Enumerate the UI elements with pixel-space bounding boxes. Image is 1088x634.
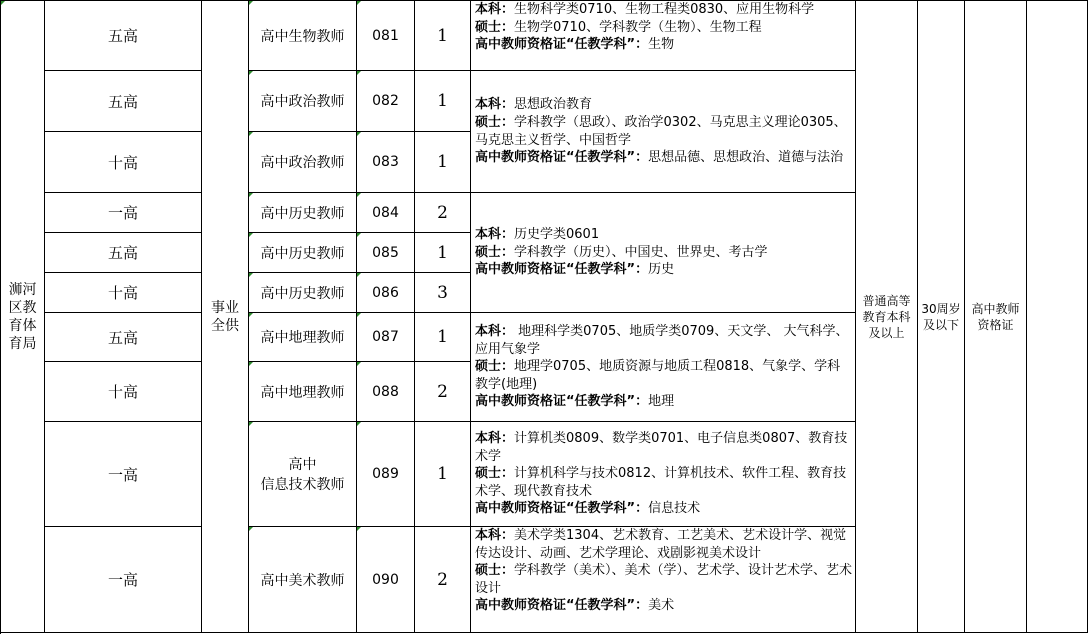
- code-cell: [357, 527, 415, 633]
- count-cell: [415, 273, 471, 313]
- cert-label: 高中教师资格证“任教学科”：: [475, 150, 649, 166]
- master-majors: 地理学0705、地质资源与地质工程0818、气象学、学科教学(地理): [475, 359, 841, 392]
- master-label: 硕士：: [475, 359, 515, 375]
- position-code: 085: [372, 244, 399, 261]
- code-cell: [357, 1, 415, 71]
- count-cell: [415, 313, 471, 362]
- master-label: 硕士：: [475, 466, 515, 482]
- cert-subject: 生物: [648, 37, 675, 53]
- requirements-politics: [471, 71, 856, 193]
- cert-subject: 历史: [648, 262, 675, 278]
- cert-line: [475, 393, 853, 411]
- school: 十高: [107, 153, 138, 172]
- position-cell: [249, 233, 357, 273]
- position-cell: [249, 273, 357, 313]
- position-code: 083: [372, 154, 399, 170]
- bachelor-majors: 历史学类0601: [514, 227, 600, 243]
- position-code: 084: [372, 204, 399, 221]
- table-row: [45, 132, 202, 193]
- cert-line: [475, 597, 853, 615]
- position-cell: [249, 132, 357, 193]
- cert-subject: 地理: [648, 394, 675, 410]
- school: 十高: [107, 383, 138, 401]
- position: 高中历史教师: [260, 285, 345, 302]
- hire-count: 1: [437, 242, 448, 263]
- count-cell: [415, 193, 471, 233]
- bachelor-line: [475, 226, 853, 244]
- bachelor-label: 本科：: [475, 227, 515, 243]
- hire-count: 2: [437, 202, 448, 223]
- position-code: 082: [372, 93, 399, 109]
- code-cell: [357, 193, 415, 233]
- count-cell: [415, 422, 471, 527]
- position: 高中政治教师: [260, 94, 345, 110]
- master-line: [475, 244, 853, 262]
- requirements-it: [471, 422, 856, 527]
- position-line-2: 信息技术教师: [260, 477, 345, 493]
- position-code: 086: [372, 284, 399, 301]
- master-line: [475, 562, 853, 597]
- table-row: [45, 422, 202, 527]
- position: 高中生物教师: [260, 28, 345, 45]
- school: 十高: [107, 284, 138, 302]
- master-majors: 学科教学（历史）、中国史、世界史、考古学: [514, 244, 768, 260]
- hire-count: 1: [437, 91, 448, 111]
- code-cell: [357, 422, 415, 527]
- table-row: [45, 71, 202, 132]
- position-code: 090: [372, 571, 399, 588]
- age-cell: [918, 1, 965, 633]
- bachelor-majors: 生物科学类0710、生物工程类0830、应用生物科学: [514, 2, 815, 17]
- table-row: [45, 362, 202, 422]
- position-code: 088: [372, 383, 399, 400]
- position: 高中历史教师: [260, 245, 345, 262]
- table-row: [45, 527, 202, 633]
- position-cell: [249, 193, 357, 233]
- table-row: [45, 1, 202, 71]
- position: 高中地理教师: [260, 330, 345, 346]
- certificate-cell: [965, 1, 1027, 633]
- code-cell: [357, 233, 415, 273]
- code-cell: [357, 273, 415, 313]
- master-majors: 学科教学（美术）、美术（学）、艺术学、设计艺术学、艺术设计: [475, 563, 853, 596]
- master-line: [475, 19, 853, 37]
- bachelor-label: 本科：: [475, 324, 515, 340]
- requirements-geography: [471, 313, 856, 422]
- hire-count: 3: [437, 282, 448, 303]
- cert-label: 高中教师资格证“任教学科”：: [475, 501, 649, 517]
- age-text: 30周岁及以下: [921, 301, 961, 332]
- funding-text: 事业全供: [211, 299, 239, 334]
- bachelor-majors: 思想政治教育: [514, 97, 593, 113]
- master-majors: 计算机科学与技术0812、计算机技术、软件工程、教育技术学、现代教育技术: [475, 466, 847, 499]
- requirements-art: [471, 527, 856, 633]
- cert-label: 高中教师资格证“任教学科”：: [475, 262, 649, 278]
- position-code: 081: [372, 27, 399, 44]
- bachelor-label: 本科：: [475, 97, 515, 113]
- bachelor-label: 本科：: [475, 431, 515, 447]
- cert-label: 高中教师资格证“任教学科”：: [475, 394, 649, 410]
- education-cell: [856, 1, 918, 633]
- school: 一高: [107, 571, 138, 589]
- requirements-history: [471, 193, 856, 313]
- position-cell: [249, 1, 357, 71]
- bachelor-majors: 计算机类0809、数学类0701、电子信息类0807、教育技术学: [475, 431, 848, 464]
- department-text: 浉河区教育体育局: [8, 281, 37, 352]
- hire-count: 1: [437, 152, 448, 172]
- position-code: 089: [372, 466, 399, 482]
- master-label: 硕士：: [475, 244, 515, 260]
- table-row: [45, 273, 202, 313]
- bachelor-majors: 地理科学类0705、地质学类0709、天文学、 大气科学、应用气象学: [475, 324, 849, 357]
- position: 高中政治教师: [260, 155, 345, 171]
- bachelor-label: 本科：: [475, 528, 515, 543]
- hire-count: 1: [437, 464, 448, 484]
- master-line: [475, 358, 853, 393]
- bachelor-line: [475, 96, 853, 114]
- bachelor-label: 本科：: [475, 2, 515, 17]
- table-row: [45, 193, 202, 233]
- count-cell: [415, 1, 471, 71]
- position: 高中历史教师: [260, 205, 345, 222]
- bachelor-majors: 美术学类1304、艺术教育、工艺美术、艺术设计学、视觉传达设计、动画、艺术学理论、戏剧影视美术设计: [475, 528, 847, 561]
- master-line: [475, 465, 853, 500]
- bachelor-line: [475, 527, 853, 562]
- hire-count: 2: [437, 381, 448, 402]
- cert-subject: 美术: [648, 598, 675, 614]
- position-cell: [249, 71, 357, 132]
- code-cell: [357, 132, 415, 193]
- school: 五高: [107, 92, 138, 111]
- count-cell: [415, 132, 471, 193]
- table-row: [45, 313, 202, 362]
- code-cell: [357, 71, 415, 132]
- count-cell: [415, 233, 471, 273]
- position-code: 087: [372, 329, 399, 345]
- school: 五高: [107, 328, 138, 347]
- school: 一高: [107, 465, 138, 484]
- cert-line: [475, 36, 853, 54]
- hire-count: 2: [437, 569, 448, 590]
- position: 高中美术教师: [260, 572, 345, 589]
- position-cell: [249, 362, 357, 422]
- position: 高中地理教师: [260, 384, 345, 401]
- requirements-biology: [471, 1, 856, 71]
- count-cell: [415, 527, 471, 633]
- hire-count: 1: [437, 25, 448, 46]
- count-cell: [415, 71, 471, 132]
- bachelor-line: [475, 430, 853, 465]
- master-label: 硕士：: [475, 114, 515, 130]
- position-cell: [249, 422, 357, 527]
- bachelor-line: [475, 1, 853, 19]
- count-cell: [415, 362, 471, 422]
- cert-label: 高中教师资格证“任教学科”：: [475, 37, 649, 53]
- cert-subject: 信息技术: [648, 501, 701, 517]
- cert-line: [475, 261, 853, 279]
- hire-count: 1: [437, 327, 448, 347]
- master-line: [475, 114, 853, 149]
- school: 一高: [107, 204, 138, 222]
- table-row: [45, 233, 202, 273]
- master-label: 硕士：: [475, 19, 515, 35]
- notes-cell: [1027, 1, 1088, 633]
- position-cell: [249, 527, 357, 633]
- cert-line: [475, 500, 853, 518]
- master-majors: 学科教学（思政）、政治学0302、马克思主义理论0305、马克思主义哲学、中国哲学: [475, 114, 847, 148]
- master-label: 硕士：: [475, 563, 515, 579]
- department-cell: [1, 1, 45, 633]
- position-line-1: 高中: [288, 457, 317, 473]
- cert-label: 高中教师资格证“任教学科”：: [475, 598, 649, 614]
- cert-line: [475, 149, 853, 167]
- position-cell: [249, 313, 357, 362]
- school: 五高: [107, 27, 138, 45]
- education-text: 普通高等教育本科及以上: [862, 293, 911, 340]
- school: 五高: [107, 244, 138, 262]
- code-cell: [357, 313, 415, 362]
- code-cell: [357, 362, 415, 422]
- cert-subject: 思想品德、思想政治、道德与法治: [648, 150, 844, 166]
- certificate-text: 高中教师资格证: [971, 301, 1020, 332]
- funding-cell: [202, 1, 249, 633]
- master-majors: 生物学0710、学科教学（生物）、生物工程: [514, 19, 762, 35]
- bachelor-line: [475, 323, 853, 358]
